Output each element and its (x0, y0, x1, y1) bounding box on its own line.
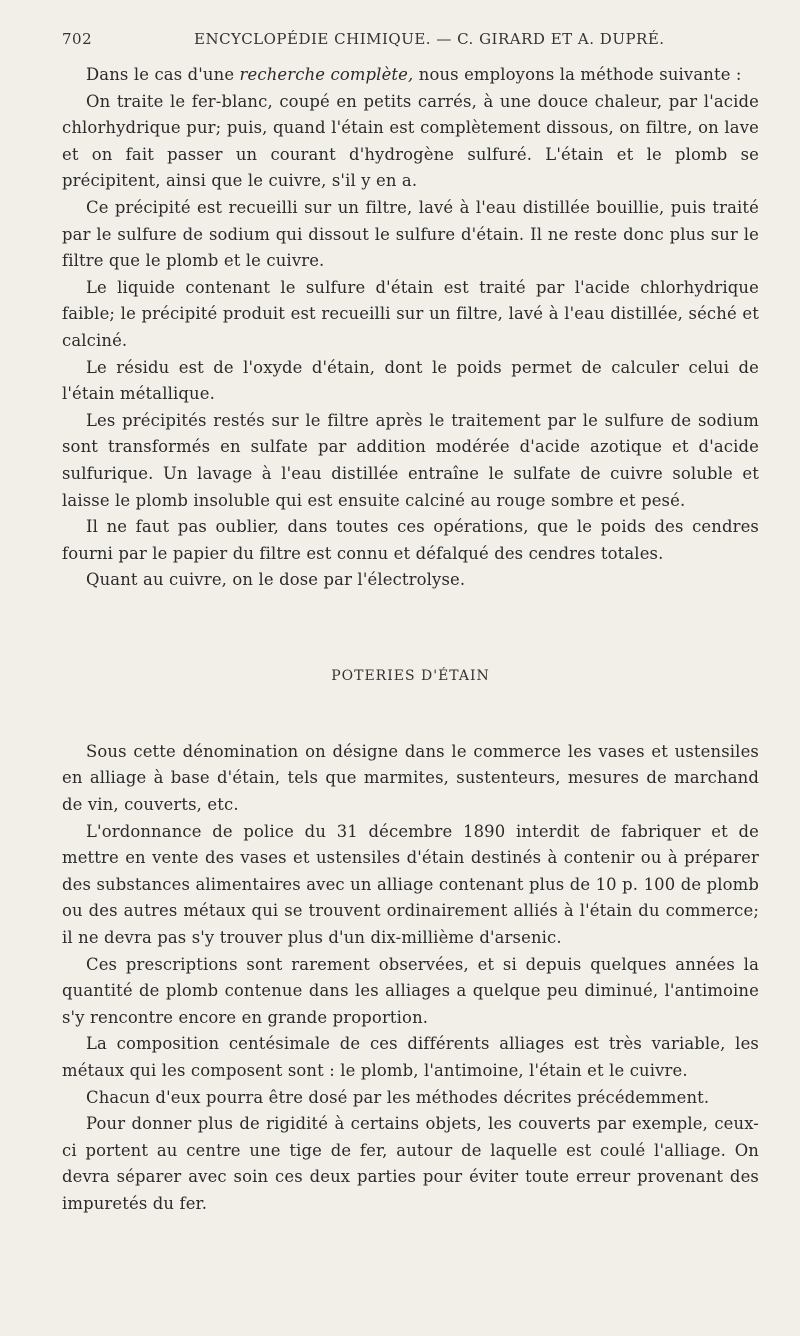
section-title: POTERIES D'ÉTAIN (331, 667, 490, 684)
paragraph: Il ne faut pas oublier, dans toutes ces opérations, que le poids des cendres fourni par le papier du filtre est connu et défalqué des cendres totales. (62, 517, 759, 563)
body-text (62, 62, 759, 1218)
paragraph: L'ordonnance de police du 31 décembre 1890 interdit de fabriquer et de mettre en vente des vases et ustensiles d'étain destinés à contenir ou à préparer des substances alimentaires avec un alliage contenant plus de 10 p. 100 de plomb ou des autres métaux qui se trouvent ordinairement alliés à l'étain du commerce; il ne devra pas s'y trouver plus d'un dix-millième d'arsenic. (62, 821, 759, 948)
paragraph: Ce précipité est recueilli sur un filtre, lavé à l'eau distillée bouillie, puis traité par le sulfure de sodium qui dissout le sulfure d'étain. Il ne reste donc plus sur le filtre que le plomb et le cuivre. (62, 197, 759, 271)
paragraph: Le liquide contenant le sulfure d'étain est traité par l'acide chlorhydrique faible; le précipité produit est recueilli sur un filtre, lavé à l'eau distillée, séché et calciné. (62, 277, 759, 350)
paragraph: Chacun d'eux pourra être dosé par les méthodes décrites précédemment. (86, 1087, 710, 1107)
running-title: ENCYCLOPÉDIE CHIMIQUE. — C. GIRARD ET A. DUPRÉ. (194, 30, 665, 48)
paragraph: Quant au cuivre, on le dose par l'électrolyse. (86, 570, 466, 590)
paragraph-text: nous employons la méthode suivante : (413, 65, 742, 84)
paragraph: Le résidu est de l'oxyde d'étain, dont le poids permet de calculer celui de l'étain métallique. (62, 357, 759, 404)
paragraph: Sous cette dénomination on désigne dans le commerce les vases et ustensiles en alliage à base d'étain, tels que marmites, sustenteurs, mesures de marchand de vin, couverts, etc. (62, 741, 759, 815)
paragraph-complete-search (62, 62, 759, 89)
running-header (62, 22, 760, 52)
paragraph: Pour donner plus de rigidité à certains objets, les couverts par exemple, ceux-ci portent au centre une tige de fer, autour de laquelle est coulé l'alliage. On devra séparer avec soin ces deux parties pour éviter toute erreur provenant des impuretés du fer. (62, 1114, 759, 1213)
page-number: 702 (62, 30, 93, 48)
paragraph: Ces prescriptions sont rarement observées, et si depuis quelques années la quantité de plomb contenue dans les alliages a quelque peu diminué, l'antimoine s'y rencontre encore en grande proportion. (62, 954, 759, 1027)
paragraph: On traite le fer-blanc, coupé en petits carrés, à une douce chaleur, par l'acide chlorhydrique pur; puis, quand l'étain est complètement dissous, on filtre, on lave et on fait passer un courant d'hydrogène sulfuré. L'étain et le plomb se précipitent, ainsi que le cuivre, s'il y en a. (62, 91, 759, 191)
paragraph: La composition centésimale de ces différents alliages est très variable, les métaux qui les composent sont : le plomb, l'antimoine, l'étain et le cuivre. (62, 1034, 759, 1080)
emphasis-text: recherche complète, (239, 65, 414, 84)
paragraph: Les précipités restés sur le filtre après le traitement par le sulfure de sodium sont transformés en sulfate par addition modérée d'acide azotique et d'acide sulfurique. Un lavage à l'eau distillée entraîne le sulfate de cuivre soluble et laisse le plomb insoluble qui est ensuite calciné au rouge sombre et pesé. (62, 410, 759, 510)
paragraph-text: Dans le cas d'une (86, 65, 240, 84)
